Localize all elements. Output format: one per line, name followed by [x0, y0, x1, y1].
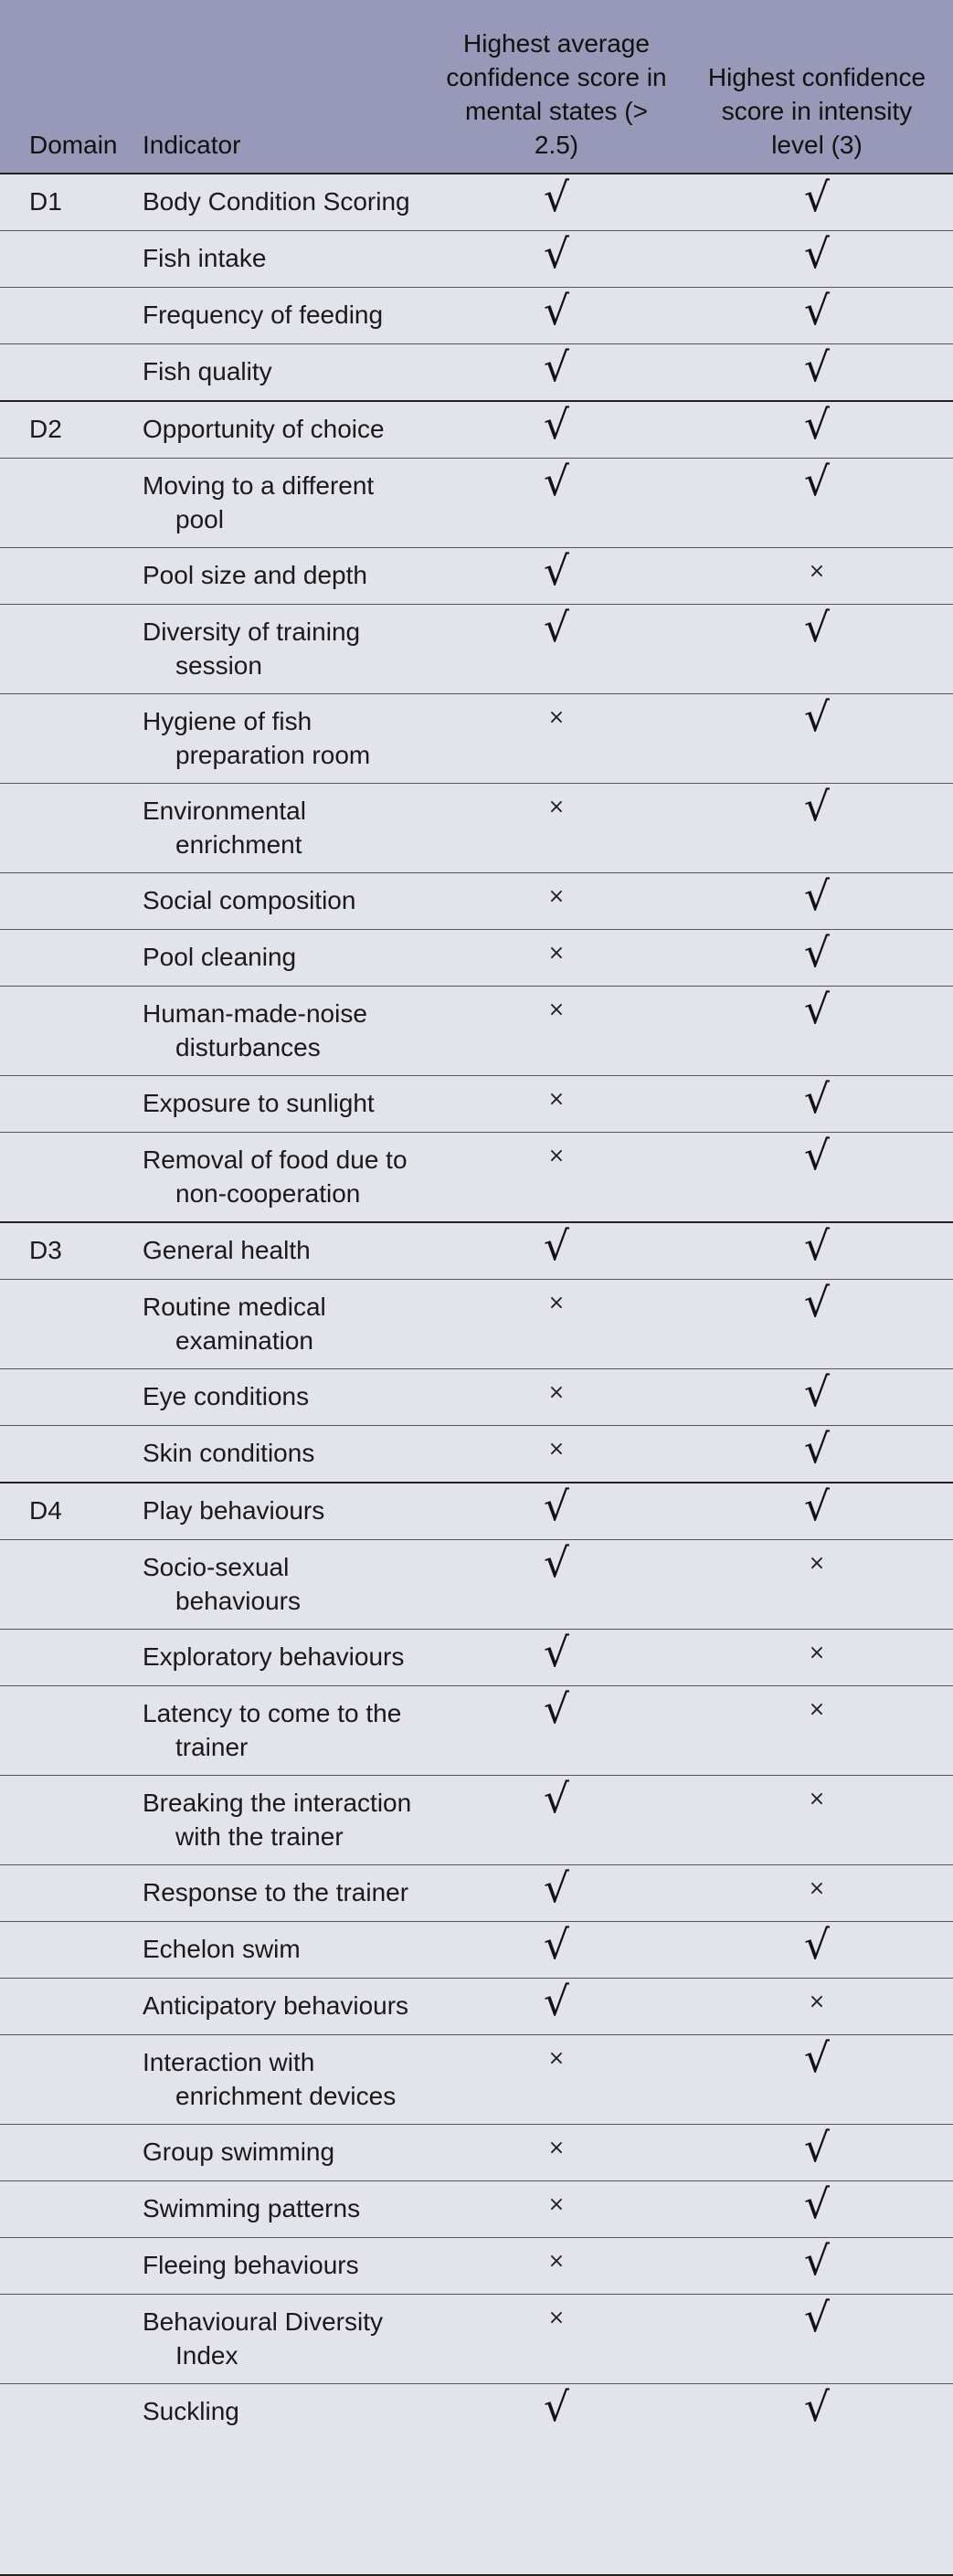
indicator-label: Routine medical examination — [143, 1293, 326, 1355]
checkmark-icon: √ — [803, 1076, 831, 1123]
domain-cell — [0, 2035, 128, 2125]
mental-states-cell — [432, 605, 681, 694]
indicator-label: Exposure to sunlight — [143, 1089, 375, 1117]
checkmark-icon: √ — [543, 1776, 570, 1822]
checkmark-icon: √ — [543, 1540, 570, 1587]
checkmark-icon: √ — [543, 1865, 570, 1912]
table-row — [0, 987, 953, 1076]
domain-cell — [0, 605, 128, 694]
intensity-level-cell — [681, 1133, 953, 1223]
cross-icon: × — [808, 1990, 826, 2013]
intensity-level-cell — [681, 605, 953, 694]
table-row — [0, 548, 953, 605]
cross-icon: × — [547, 2137, 566, 2159]
checkmark-icon: √ — [803, 784, 831, 830]
checkmark-icon: √ — [543, 344, 570, 391]
intensity-level-cell — [681, 987, 953, 1076]
mental-states-cell — [432, 459, 681, 548]
domain-label: D1 — [29, 187, 62, 216]
indicator-label: Socio-sexual behaviours — [143, 1553, 301, 1615]
intensity-level-cell — [681, 1426, 953, 1483]
domain-cell — [0, 2238, 128, 2295]
table-row — [0, 930, 953, 987]
checkmark-icon: √ — [803, 1426, 831, 1473]
cross-icon: × — [808, 1698, 826, 1721]
column-header-indicator: Indicator — [143, 131, 241, 159]
domain-cell — [0, 231, 128, 288]
cross-icon: × — [547, 998, 566, 1021]
mental-states-cell — [432, 548, 681, 605]
table-row — [0, 174, 953, 231]
intensity-level-cell — [681, 231, 953, 288]
checkmark-icon: √ — [543, 1483, 570, 1530]
indicator-label: Skin conditions — [143, 1439, 315, 1467]
domain-cell — [0, 401, 128, 459]
table-row — [0, 2238, 953, 2295]
checkmark-icon: √ — [803, 873, 831, 920]
table-row — [0, 459, 953, 548]
table-row — [0, 605, 953, 694]
intensity-level-cell — [681, 930, 953, 987]
domain-cell — [0, 459, 128, 548]
table-row — [0, 1280, 953, 1369]
domain-cell — [0, 2384, 128, 2441]
indicator-cell — [128, 694, 432, 784]
indicator-cell — [128, 1540, 432, 1630]
indicator-label: Breaking the interaction with the trainer — [143, 1789, 412, 1851]
checkmark-icon: √ — [803, 459, 831, 505]
indicator-label: Frequency of feeding — [143, 301, 384, 329]
indicator-label: Human-made-noise disturbances — [143, 999, 367, 1061]
mental-states-cell — [432, 930, 681, 987]
indicator-label: Suckling — [143, 2397, 239, 2425]
indicator-cell — [128, 1076, 432, 1133]
intensity-level-cell — [681, 548, 953, 605]
domain-label: D2 — [29, 415, 62, 443]
domain-cell — [0, 1922, 128, 1979]
indicator-label: Swimming patterns — [143, 2194, 361, 2222]
indicator-cell — [128, 1630, 432, 1686]
indicator-cell — [128, 1865, 432, 1922]
table-row — [0, 1483, 953, 1540]
indicator-label: Pool size and depth — [143, 561, 367, 589]
table-row — [0, 1222, 953, 1280]
mental-states-cell — [432, 987, 681, 1076]
intensity-level-cell — [681, 1483, 953, 1540]
mental-states-cell — [432, 174, 681, 231]
mental-states-cell — [432, 1776, 681, 1865]
indicator-label: Fleeing behaviours — [143, 2251, 359, 2279]
cross-icon: × — [808, 1552, 826, 1575]
cross-icon: × — [547, 706, 566, 729]
checkmark-icon: √ — [803, 402, 831, 449]
domain-cell — [0, 930, 128, 987]
table-row — [0, 401, 953, 459]
checkmark-icon: √ — [803, 2181, 831, 2228]
table-row — [0, 1076, 953, 1133]
checkmark-icon: √ — [543, 174, 570, 221]
table-row — [0, 1776, 953, 1865]
checkmark-icon: √ — [803, 605, 831, 651]
table-row — [0, 2035, 953, 2125]
indicator-cell — [128, 1776, 432, 1865]
intensity-level-cell — [681, 459, 953, 548]
indicator-cell — [128, 873, 432, 930]
cross-icon: × — [808, 1877, 826, 1900]
mental-states-cell — [432, 1280, 681, 1369]
mental-states-cell — [432, 1540, 681, 1630]
intensity-level-cell — [681, 1630, 953, 1686]
indicator-label: Latency to come to the trainer — [143, 1699, 402, 1761]
cross-icon: × — [547, 885, 566, 908]
table-row — [0, 344, 953, 402]
table-row — [0, 231, 953, 288]
checkmark-icon: √ — [803, 2035, 831, 2082]
table-header — [0, 0, 953, 174]
mental-states-cell — [432, 231, 681, 288]
mental-states-cell — [432, 784, 681, 873]
indicator-cell — [128, 2384, 432, 2441]
checkmark-icon: √ — [543, 1922, 570, 1969]
intensity-level-cell — [681, 174, 953, 231]
mental-states-cell — [432, 2035, 681, 2125]
indicator-label: Behavioural Diversity Index — [143, 2307, 383, 2370]
intensity-level-cell — [681, 401, 953, 459]
indicator-cell — [128, 2295, 432, 2384]
cross-icon: × — [808, 560, 826, 583]
mental-states-cell — [432, 1686, 681, 1776]
mental-states-cell — [432, 1426, 681, 1483]
checkmark-icon: √ — [803, 694, 831, 741]
domain-label: D3 — [29, 1236, 62, 1264]
domain-cell — [0, 694, 128, 784]
indicator-cell — [128, 1133, 432, 1223]
indicator-label: Interaction with enrichment devices — [143, 2048, 397, 2110]
indicator-cell — [128, 1686, 432, 1776]
intensity-level-cell — [681, 1540, 953, 1630]
domain-cell — [0, 987, 128, 1076]
table-row — [0, 2125, 953, 2181]
intensity-level-cell — [681, 873, 953, 930]
intensity-level-cell — [681, 1776, 953, 1865]
domain-cell — [0, 2295, 128, 2384]
intensity-level-cell — [681, 694, 953, 784]
mental-states-cell — [432, 1133, 681, 1223]
intensity-level-cell — [681, 1222, 953, 1280]
intensity-level-cell — [681, 1369, 953, 1426]
mental-states-cell — [432, 1630, 681, 1686]
indicator-cell — [128, 2181, 432, 2238]
column-header-mental-states: Highest average confidence score in mental states (> 2.5) — [446, 29, 667, 159]
checkmark-icon: √ — [803, 987, 831, 1033]
checkmark-icon: √ — [803, 1483, 831, 1530]
indicator-cell — [128, 459, 432, 548]
indicator-label: Exploratory behaviours — [143, 1642, 405, 1671]
domain-cell — [0, 1133, 128, 1223]
indicator-cell — [128, 288, 432, 344]
checkmark-icon: √ — [543, 231, 570, 278]
checkmark-icon: √ — [543, 459, 570, 505]
intensity-level-cell — [681, 344, 953, 402]
mental-states-cell — [432, 1865, 681, 1922]
checkmark-icon: √ — [803, 1369, 831, 1416]
checkmark-icon: √ — [543, 2384, 570, 2431]
indicator-cell — [128, 1222, 432, 1280]
checkmark-icon: √ — [803, 344, 831, 391]
indicator-label: Hygiene of fish preparation room — [143, 707, 371, 769]
cross-icon: × — [547, 1292, 566, 1314]
domain-cell — [0, 174, 128, 231]
mental-states-cell — [432, 288, 681, 344]
indicator-label: Diversity of training session — [143, 618, 361, 680]
checkmark-icon: √ — [803, 231, 831, 278]
indicator-cell — [128, 1483, 432, 1540]
intensity-level-cell — [681, 1076, 953, 1133]
domain-cell — [0, 873, 128, 930]
checkmark-icon: √ — [803, 1223, 831, 1270]
indicator-cell — [128, 2238, 432, 2295]
intensity-level-cell — [681, 2035, 953, 2125]
intensity-level-cell — [681, 1280, 953, 1369]
table-row — [0, 694, 953, 784]
indicator-label: Environmental enrichment — [143, 797, 306, 859]
domain-cell — [0, 1369, 128, 1426]
indicator-cell — [128, 174, 432, 231]
intensity-level-cell — [681, 1686, 953, 1776]
indicator-cell — [128, 401, 432, 459]
domain-cell — [0, 2125, 128, 2181]
checkmark-icon: √ — [803, 1133, 831, 1179]
checkmark-icon: √ — [803, 930, 831, 977]
domain-cell — [0, 548, 128, 605]
indicator-label: Fish intake — [143, 244, 267, 272]
checkmark-icon: √ — [803, 2295, 831, 2341]
mental-states-cell — [432, 1222, 681, 1280]
checkmark-icon: √ — [803, 2384, 831, 2431]
mental-states-cell — [432, 1076, 681, 1133]
indicator-cell — [128, 987, 432, 1076]
indicator-cell — [128, 2035, 432, 2125]
checkmark-icon: √ — [803, 1922, 831, 1969]
indicator-label: General health — [143, 1236, 311, 1264]
table-row — [0, 1922, 953, 1979]
table-row — [0, 1369, 953, 1426]
column-header-intensity-level: Highest confidence score in intensity level (3) — [707, 63, 927, 159]
cross-icon: × — [547, 942, 566, 965]
mental-states-cell — [432, 1979, 681, 2035]
indicator-label: Anticipatory behaviours — [143, 1991, 409, 2020]
table-row — [0, 2181, 953, 2238]
indicator-cell — [128, 605, 432, 694]
checkmark-icon: √ — [543, 605, 570, 651]
cross-icon: × — [547, 1145, 566, 1167]
indicator-label: Eye conditions — [143, 1382, 310, 1410]
mental-states-cell — [432, 873, 681, 930]
table-row — [0, 1426, 953, 1483]
domain-cell — [0, 1630, 128, 1686]
checkmark-icon: √ — [803, 2238, 831, 2285]
indicator-label: Body Condition Scoring — [143, 187, 410, 216]
domain-cell — [0, 288, 128, 344]
domain-cell — [0, 1540, 128, 1630]
cross-icon: × — [808, 1788, 826, 1811]
indicator-cell — [128, 1280, 432, 1369]
mental-states-cell — [432, 344, 681, 402]
indicator-label: Group swimming — [143, 2138, 335, 2166]
intensity-level-cell — [681, 2125, 953, 2181]
indicator-cell — [128, 1979, 432, 2035]
indicator-label: Social composition — [143, 886, 356, 914]
domain-cell — [0, 344, 128, 402]
domain-cell — [0, 1865, 128, 1922]
table-body — [0, 174, 953, 2440]
indicator-cell — [128, 2125, 432, 2181]
header-row — [0, 0, 953, 174]
mental-states-cell — [432, 2181, 681, 2238]
indicator-label: Pool cleaning — [143, 943, 297, 971]
table-row — [0, 288, 953, 344]
domain-cell — [0, 784, 128, 873]
checkmark-icon: √ — [543, 1630, 570, 1676]
domain-label: D4 — [29, 1496, 62, 1525]
table-row — [0, 784, 953, 873]
indicator-label: Echelon swim — [143, 1935, 301, 1963]
column-header-domain: Domain — [29, 131, 118, 159]
indicator-label: Removal of food due to non-cooperation — [143, 1145, 408, 1208]
domain-cell — [0, 1222, 128, 1280]
intensity-level-cell — [681, 288, 953, 344]
checkmark-icon: √ — [543, 288, 570, 334]
table-row — [0, 873, 953, 930]
indicator-label: Response to the trainer — [143, 1878, 409, 1906]
domain-cell — [0, 1426, 128, 1483]
indicator-label: Moving to a different pool — [143, 471, 375, 533]
cross-icon: × — [808, 1642, 826, 1664]
domain-cell — [0, 1076, 128, 1133]
table-row — [0, 2295, 953, 2384]
domain-cell — [0, 1979, 128, 2035]
indicator-label: Play behaviours — [143, 1496, 325, 1525]
table-row — [0, 1133, 953, 1223]
checkmark-icon: √ — [543, 1979, 570, 2025]
mental-states-cell — [432, 2238, 681, 2295]
indicator-cell — [128, 1426, 432, 1483]
mental-states-cell — [432, 2125, 681, 2181]
domain-cell — [0, 1776, 128, 1865]
checkmark-icon: √ — [803, 2125, 831, 2171]
table-row — [0, 1540, 953, 1630]
indicator-cell — [128, 1922, 432, 1979]
intensity-level-cell — [681, 2238, 953, 2295]
checkmark-icon: √ — [803, 288, 831, 334]
indicator-cell — [128, 231, 432, 288]
cross-icon: × — [547, 2193, 566, 2216]
cross-icon: × — [547, 1088, 566, 1111]
checkmark-icon: √ — [543, 1686, 570, 1733]
intensity-level-cell — [681, 784, 953, 873]
indicator-label: Fish quality — [143, 357, 272, 385]
indicator-cell — [128, 784, 432, 873]
cross-icon: × — [547, 2307, 566, 2329]
indicator-cell — [128, 1369, 432, 1426]
indicator-cell — [128, 344, 432, 402]
mental-states-cell — [432, 401, 681, 459]
cross-icon: × — [547, 1381, 566, 1404]
table-row — [0, 1865, 953, 1922]
intensity-level-cell — [681, 1922, 953, 1979]
intensity-level-cell — [681, 1865, 953, 1922]
mental-states-cell — [432, 1369, 681, 1426]
mental-states-cell — [432, 1483, 681, 1540]
domain-cell — [0, 1686, 128, 1776]
table-row — [0, 1630, 953, 1686]
checkmark-icon: √ — [543, 1223, 570, 1270]
cross-icon: × — [547, 1438, 566, 1461]
domain-cell — [0, 1280, 128, 1369]
indicator-label: Opportunity of choice — [143, 415, 385, 443]
table-row — [0, 1979, 953, 2035]
table-row — [0, 1686, 953, 1776]
checkmark-icon: √ — [543, 402, 570, 449]
mental-states-cell — [432, 1922, 681, 1979]
domain-cell — [0, 2181, 128, 2238]
indicator-cell — [128, 548, 432, 605]
intensity-level-cell — [681, 2181, 953, 2238]
cross-icon: × — [547, 2250, 566, 2273]
checkmark-icon: √ — [803, 1280, 831, 1326]
table-row — [0, 2384, 953, 2441]
checkmark-icon: √ — [803, 174, 831, 221]
domain-cell — [0, 1483, 128, 1540]
mental-states-cell — [432, 694, 681, 784]
checkmark-icon: √ — [543, 548, 570, 595]
intensity-level-cell — [681, 1979, 953, 2035]
mental-states-cell — [432, 2295, 681, 2384]
cross-icon: × — [547, 2047, 566, 2070]
mental-states-cell — [432, 2384, 681, 2441]
intensity-level-cell — [681, 2295, 953, 2384]
intensity-level-cell — [681, 2384, 953, 2441]
cross-icon: × — [547, 796, 566, 818]
indicator-cell — [128, 930, 432, 987]
